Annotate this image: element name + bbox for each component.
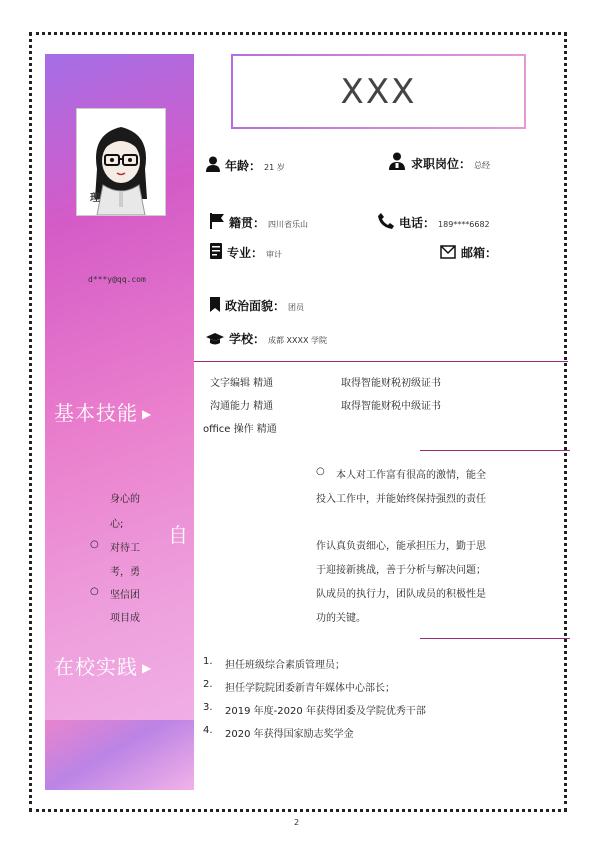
divider-line — [420, 450, 570, 451]
self-eval-line: 本人对工作富有很高的激情，能全 — [336, 470, 486, 481]
bookmark-icon — [210, 297, 220, 315]
circle-bullet-icon: ○ — [90, 586, 99, 597]
info-school: 学校： 成都 XXXX 学院 — [206, 330, 327, 348]
practice-num: 2. — [203, 679, 213, 690]
sidebar-bottom-accent — [45, 720, 194, 790]
page-number: 2 — [294, 818, 300, 827]
self-eval-fragment-4: 考，勇 — [110, 567, 140, 578]
self-eval-title-fragment: 自 — [168, 523, 188, 547]
name-box — [231, 54, 526, 129]
self-eval-line: 功的关键。 — [316, 613, 366, 624]
practice-item: 担任班级综合素质管理员； — [225, 660, 345, 671]
certificate-item: 取得智能财税初级证书 — [341, 378, 441, 389]
skill-item: 文字编辑 精通 — [210, 378, 274, 389]
divider-line — [420, 638, 570, 639]
self-eval-fragment-6: 项目成 — [110, 613, 140, 624]
triangle-right-icon: ▶ — [142, 407, 153, 421]
info-position: 求职岗位： 总经 — [388, 152, 490, 173]
practice-item: 担任学院院团委新青年媒体中心部长； — [225, 683, 395, 694]
section-title-skills-label: 基本技能 — [54, 401, 138, 425]
self-eval-fragment-3: 对待工 — [110, 543, 140, 554]
info-political: 政治面貌： 团员 — [210, 297, 304, 315]
self-eval-line: 作认真负责细心，能承担压力，勤于思 — [316, 541, 486, 552]
self-eval-line: 队成员的执行力，团队成员的积极性是 — [316, 589, 486, 600]
phone-icon — [378, 213, 394, 232]
practice-num: 1. — [203, 656, 213, 667]
skill-item: office 操作 精通 — [203, 424, 277, 435]
info-native-place: 籍贯： 四川省乐山 — [210, 213, 308, 232]
flag-icon — [210, 213, 224, 232]
practice-item: 2019 年度-2020 年获得团委及学院优秀干部 — [225, 706, 426, 717]
document-icon — [210, 243, 222, 262]
info-major: 专业： 审计 — [210, 243, 282, 262]
mail-icon — [440, 245, 456, 262]
section-title-practice — [54, 651, 152, 680]
certificate-item: 取得智能财税中级证书 — [341, 401, 441, 412]
info-phone: 电话： 189****6682 — [378, 213, 490, 232]
self-eval-fragment-2: 心; — [110, 519, 124, 530]
self-eval-fragment-5: 坚信团 — [110, 590, 140, 601]
section-title-practice-label: 在校实践 — [54, 655, 138, 679]
info-mail: 邮箱： — [440, 244, 497, 262]
practice-item: 2020 年获得国家励志奖学金 — [225, 729, 354, 740]
self-eval-fragment-1: 身心的 — [110, 494, 140, 505]
triangle-right-icon: ▶ — [142, 661, 153, 675]
worker-icon — [388, 152, 406, 173]
divider-line — [194, 361, 568, 362]
section-title-skills — [54, 397, 152, 426]
info-age: 年龄： 21 岁 — [206, 156, 285, 175]
graduation-cap-icon — [206, 333, 224, 348]
skill-item: 沟通能力 精通 — [210, 401, 274, 412]
practice-num: 3. — [203, 702, 213, 713]
email-address: d***y@qq.com — [88, 275, 146, 284]
photo-caption: 理 — [90, 193, 100, 204]
applicant-name: XXX — [340, 72, 417, 112]
circle-bullet-icon: ○ — [90, 539, 99, 550]
self-eval-line: 投入工作中，并能始终保持强烈的责任 — [316, 494, 486, 505]
practice-num: 4. — [203, 725, 213, 736]
self-eval-line: 于迎接新挑战，善于分析与解决问题； — [316, 565, 486, 576]
person-icon — [206, 156, 220, 175]
circle-bullet-icon: ○ — [316, 466, 325, 477]
